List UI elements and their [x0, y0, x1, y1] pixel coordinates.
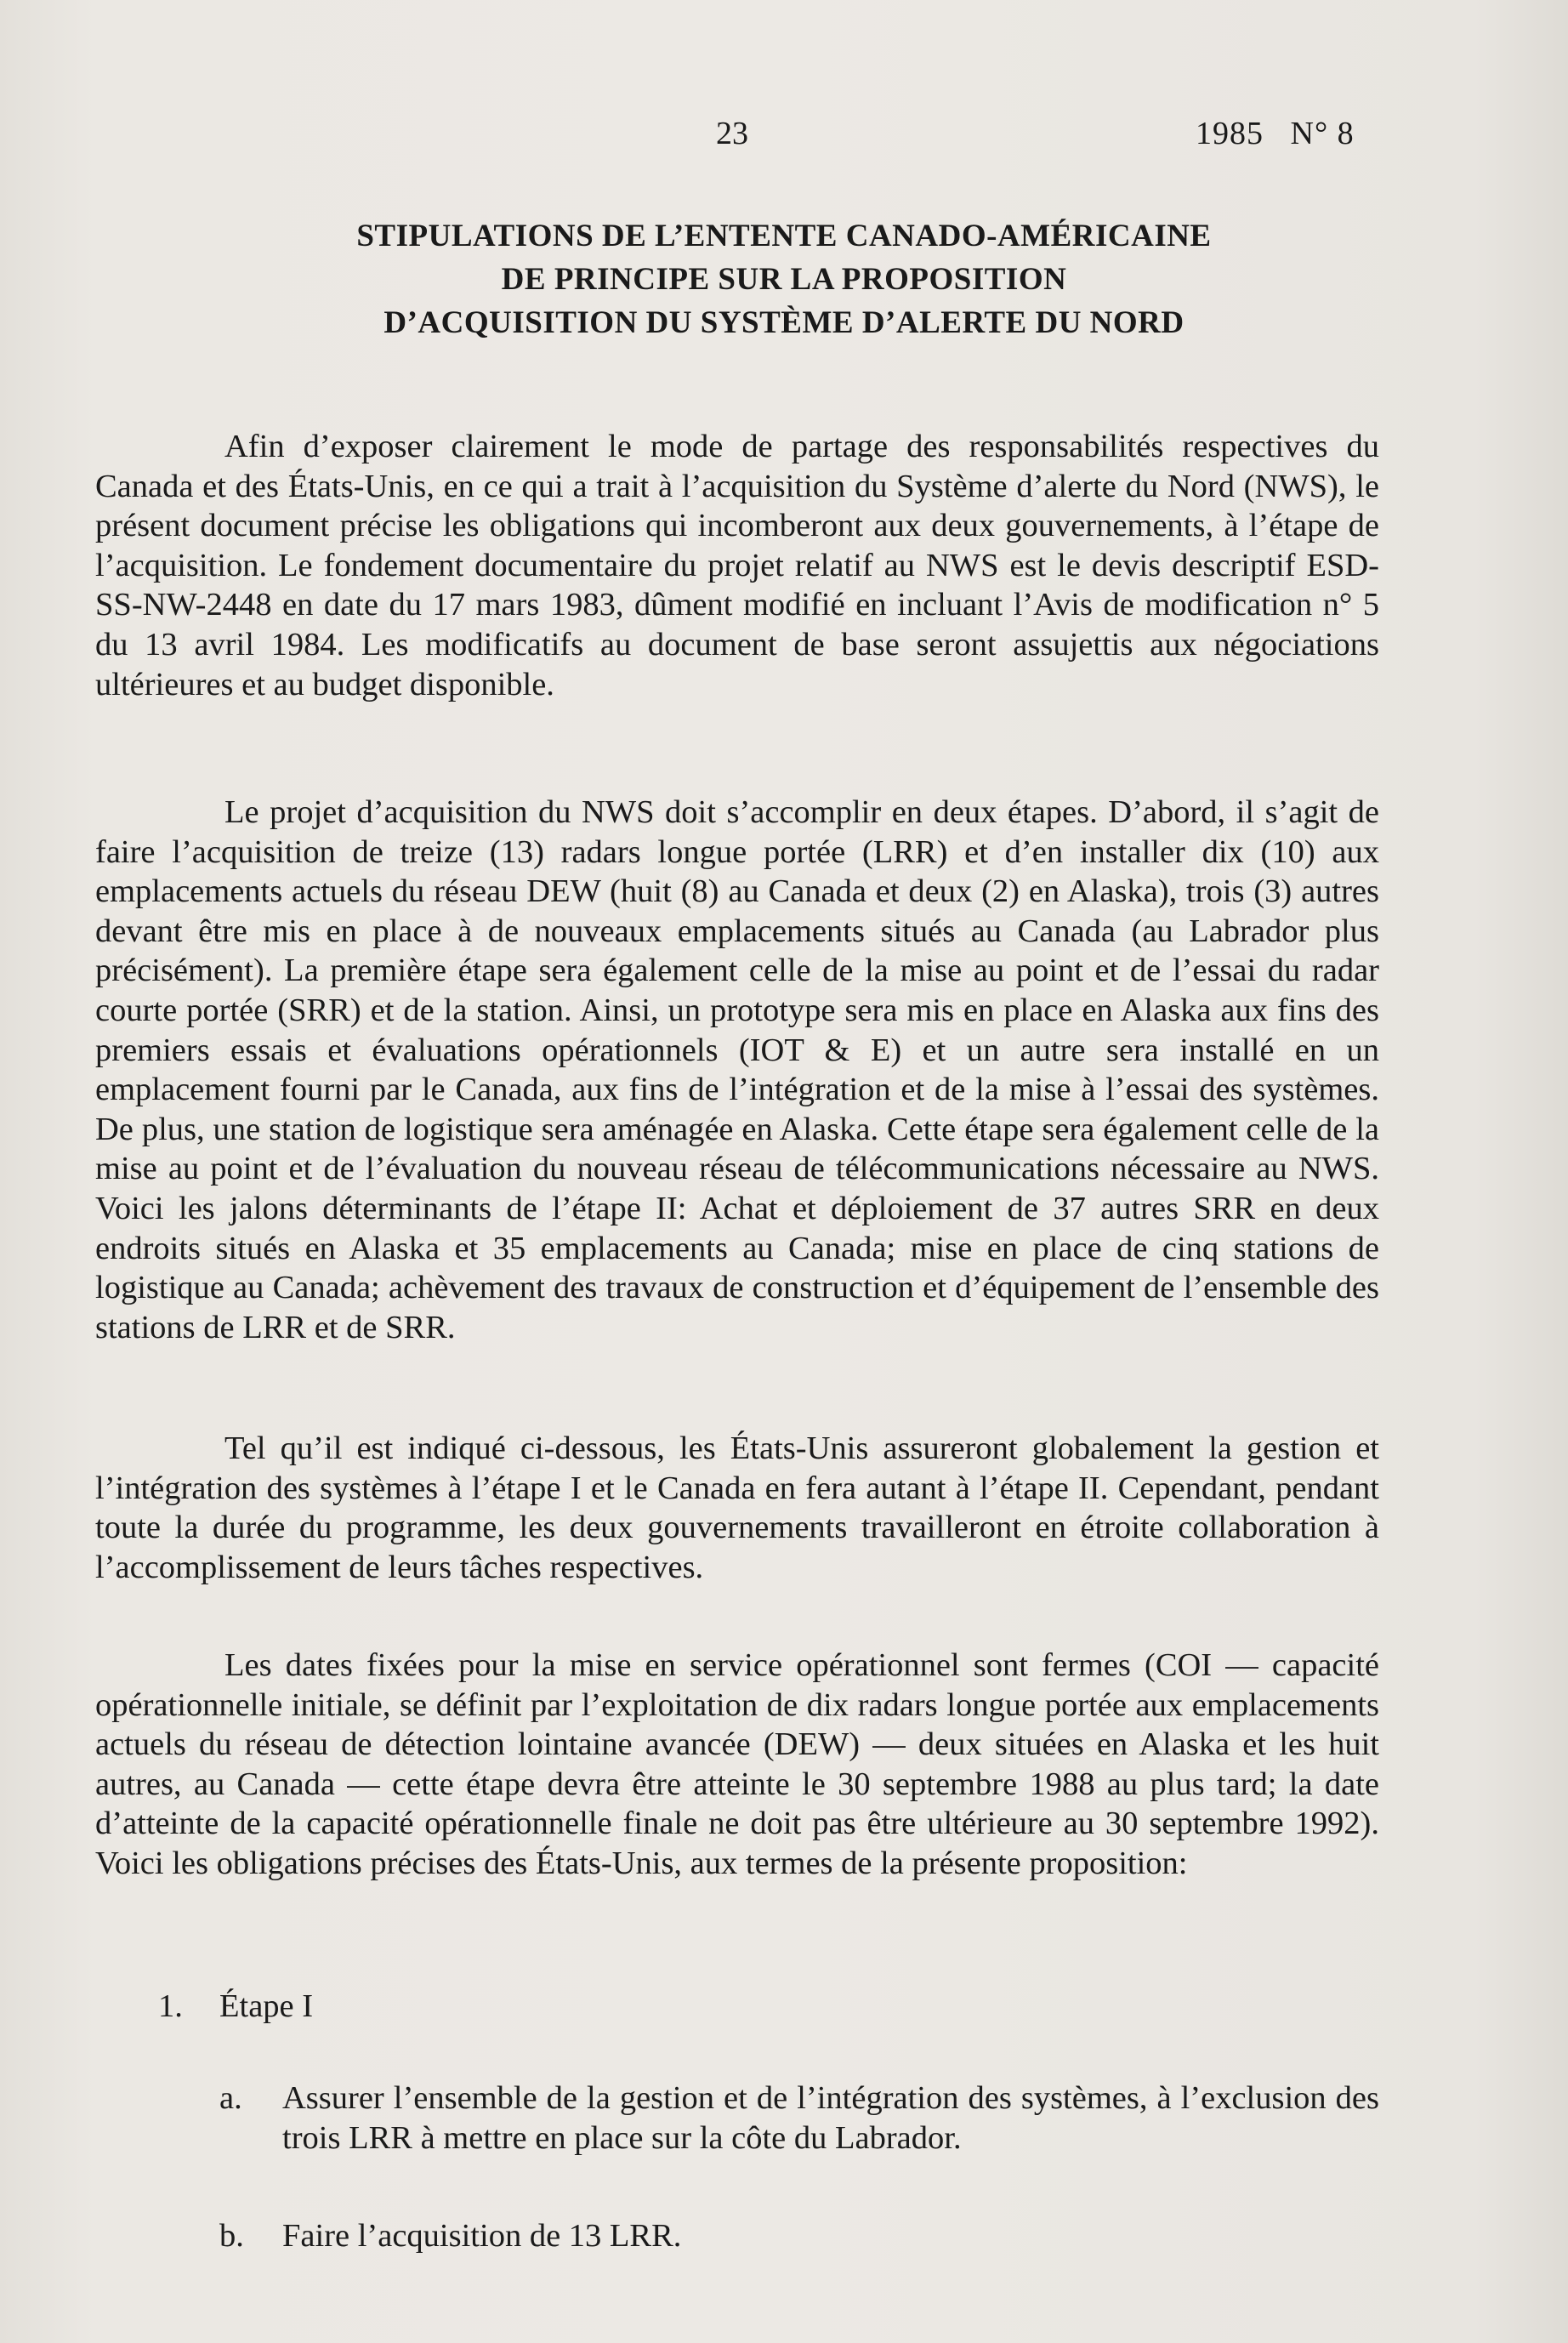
- page-header: [0, 112, 1568, 155]
- title-line: STIPULATIONS DE L’ENTENTE CANADO-AMÉRICAINE: [356, 219, 1212, 253]
- paragraph-management: Tel qu’il est indiqué ci-dessous, les États-Unis assureront globalement la gestion et l’intégration des systèmes à l’étape I et le Canada en fera autant à l’étape II. Cependant, pendant toute la durée du programme, les deux gouvernements travailleront en étroite collaboration à l’accomplissement de leurs tâches respectives.: [95, 1430, 1379, 1585]
- title-line: D’ACQUISITION DU SYSTÈME D’ALERTE DU NORD: [383, 305, 1185, 340]
- publication-reference: 1985 N° 8: [1196, 116, 1355, 151]
- list-heading: Étape I: [219, 1988, 314, 2024]
- page-number: 23: [716, 116, 748, 151]
- list-item-text: Assurer l’ensemble de la gestion et de l’intégration des systèmes, à l’exclusion des trois LRR à mettre en place sur la côte du Labrador.: [282, 2080, 1379, 2156]
- list-item-text: Faire l’acquisition de 13 LRR.: [282, 2218, 682, 2254]
- document-title: [170, 214, 1398, 344]
- paragraph-project-phases: Le projet d’acquisition du NWS doit s’accomplir en deux étapes. D’abord, il s’agit de faire l’acquisition de treize (13) radars longue portée (LRR) et d’en installer dix (10) aux emplacements actuels du réseau DEW (huit (8) au Canada et deux (2) en Alaska), trois (3) autres devant être mis en place à de nouveaux emplacements situés au Canada (au Labrador plus précisément). La première étape sera également celle de la mise au point et de l’essai du radar courte portée (SRR) et de la station. Ainsi, un prototype sera mis en place en Alaska aux fins des premiers essais et évaluations opérationnels (IOT & E) et un autre sera installé en un emplacement fourni par le Canada, aux fins de l’intégration et de la mise à l’essai des systèmes. De plus, une station de logistique sera aménagée en Alaska. Cette étape sera également celle de la mise au point et de l’évaluation du nouveau réseau de télécommunications nécessaire au NWS. Voici les jalons déterminants de l’étape II: Achat et déploiement de 37 autres SRR en deux endroits situés en Alaska et 35 emplacements au Canada; mise en place de cinq stations de logistique au Canada; achèvement des travaux de construction et d’équipement de l’ensemble des stations de LRR et de SRR.: [95, 794, 1379, 1345]
- list-number: 1.: [158, 1988, 183, 2024]
- paragraph-dates: Les dates fixées pour la mise en service opérationnel sont fermes (COI — capacité opérationnelle initiale, se définit par l’exploitation de dix radars longue portée aux emplacements actuels du réseau de détection lointaine avancée (DEW) — deux situées en Alaska et les huit autres, au Canada — cette étape devra être atteinte le 30 septembre 1988 au plus tard; la date d’atteinte de la capacité opérationnelle finale ne doit pas être ultérieure au 30 septembre 1992). Voici les obligations précises des États-Unis, aux termes de la présente proposition:: [95, 1647, 1379, 1881]
- paragraph-introduction: Afin d’exposer clairement le mode de partage des responsabilités respectives du Canada et des États-Unis, en ce qui a trait à l’acquisition du Système d’alerte du Nord (NWS), le présent document précise les obligations qui incomberont aux deux gouvernements, à l’étape de l’acquisition. Le fondement documentaire du projet relatif au NWS est le devis descriptif ESD-SS-NW-2448 en date du 17 mars 1983, dûment modifié en incluant l’Avis de modification n° 5 du 13 avril 1984. Les modificatifs au document de base seront assujettis aux négociations ultérieures et au budget disponible.: [95, 429, 1379, 702]
- list-item-letter: a.: [219, 2080, 242, 2116]
- title-line: DE PRINCIPE SUR LA PROPOSITION: [501, 262, 1067, 297]
- list-item-letter: b.: [219, 2218, 244, 2254]
